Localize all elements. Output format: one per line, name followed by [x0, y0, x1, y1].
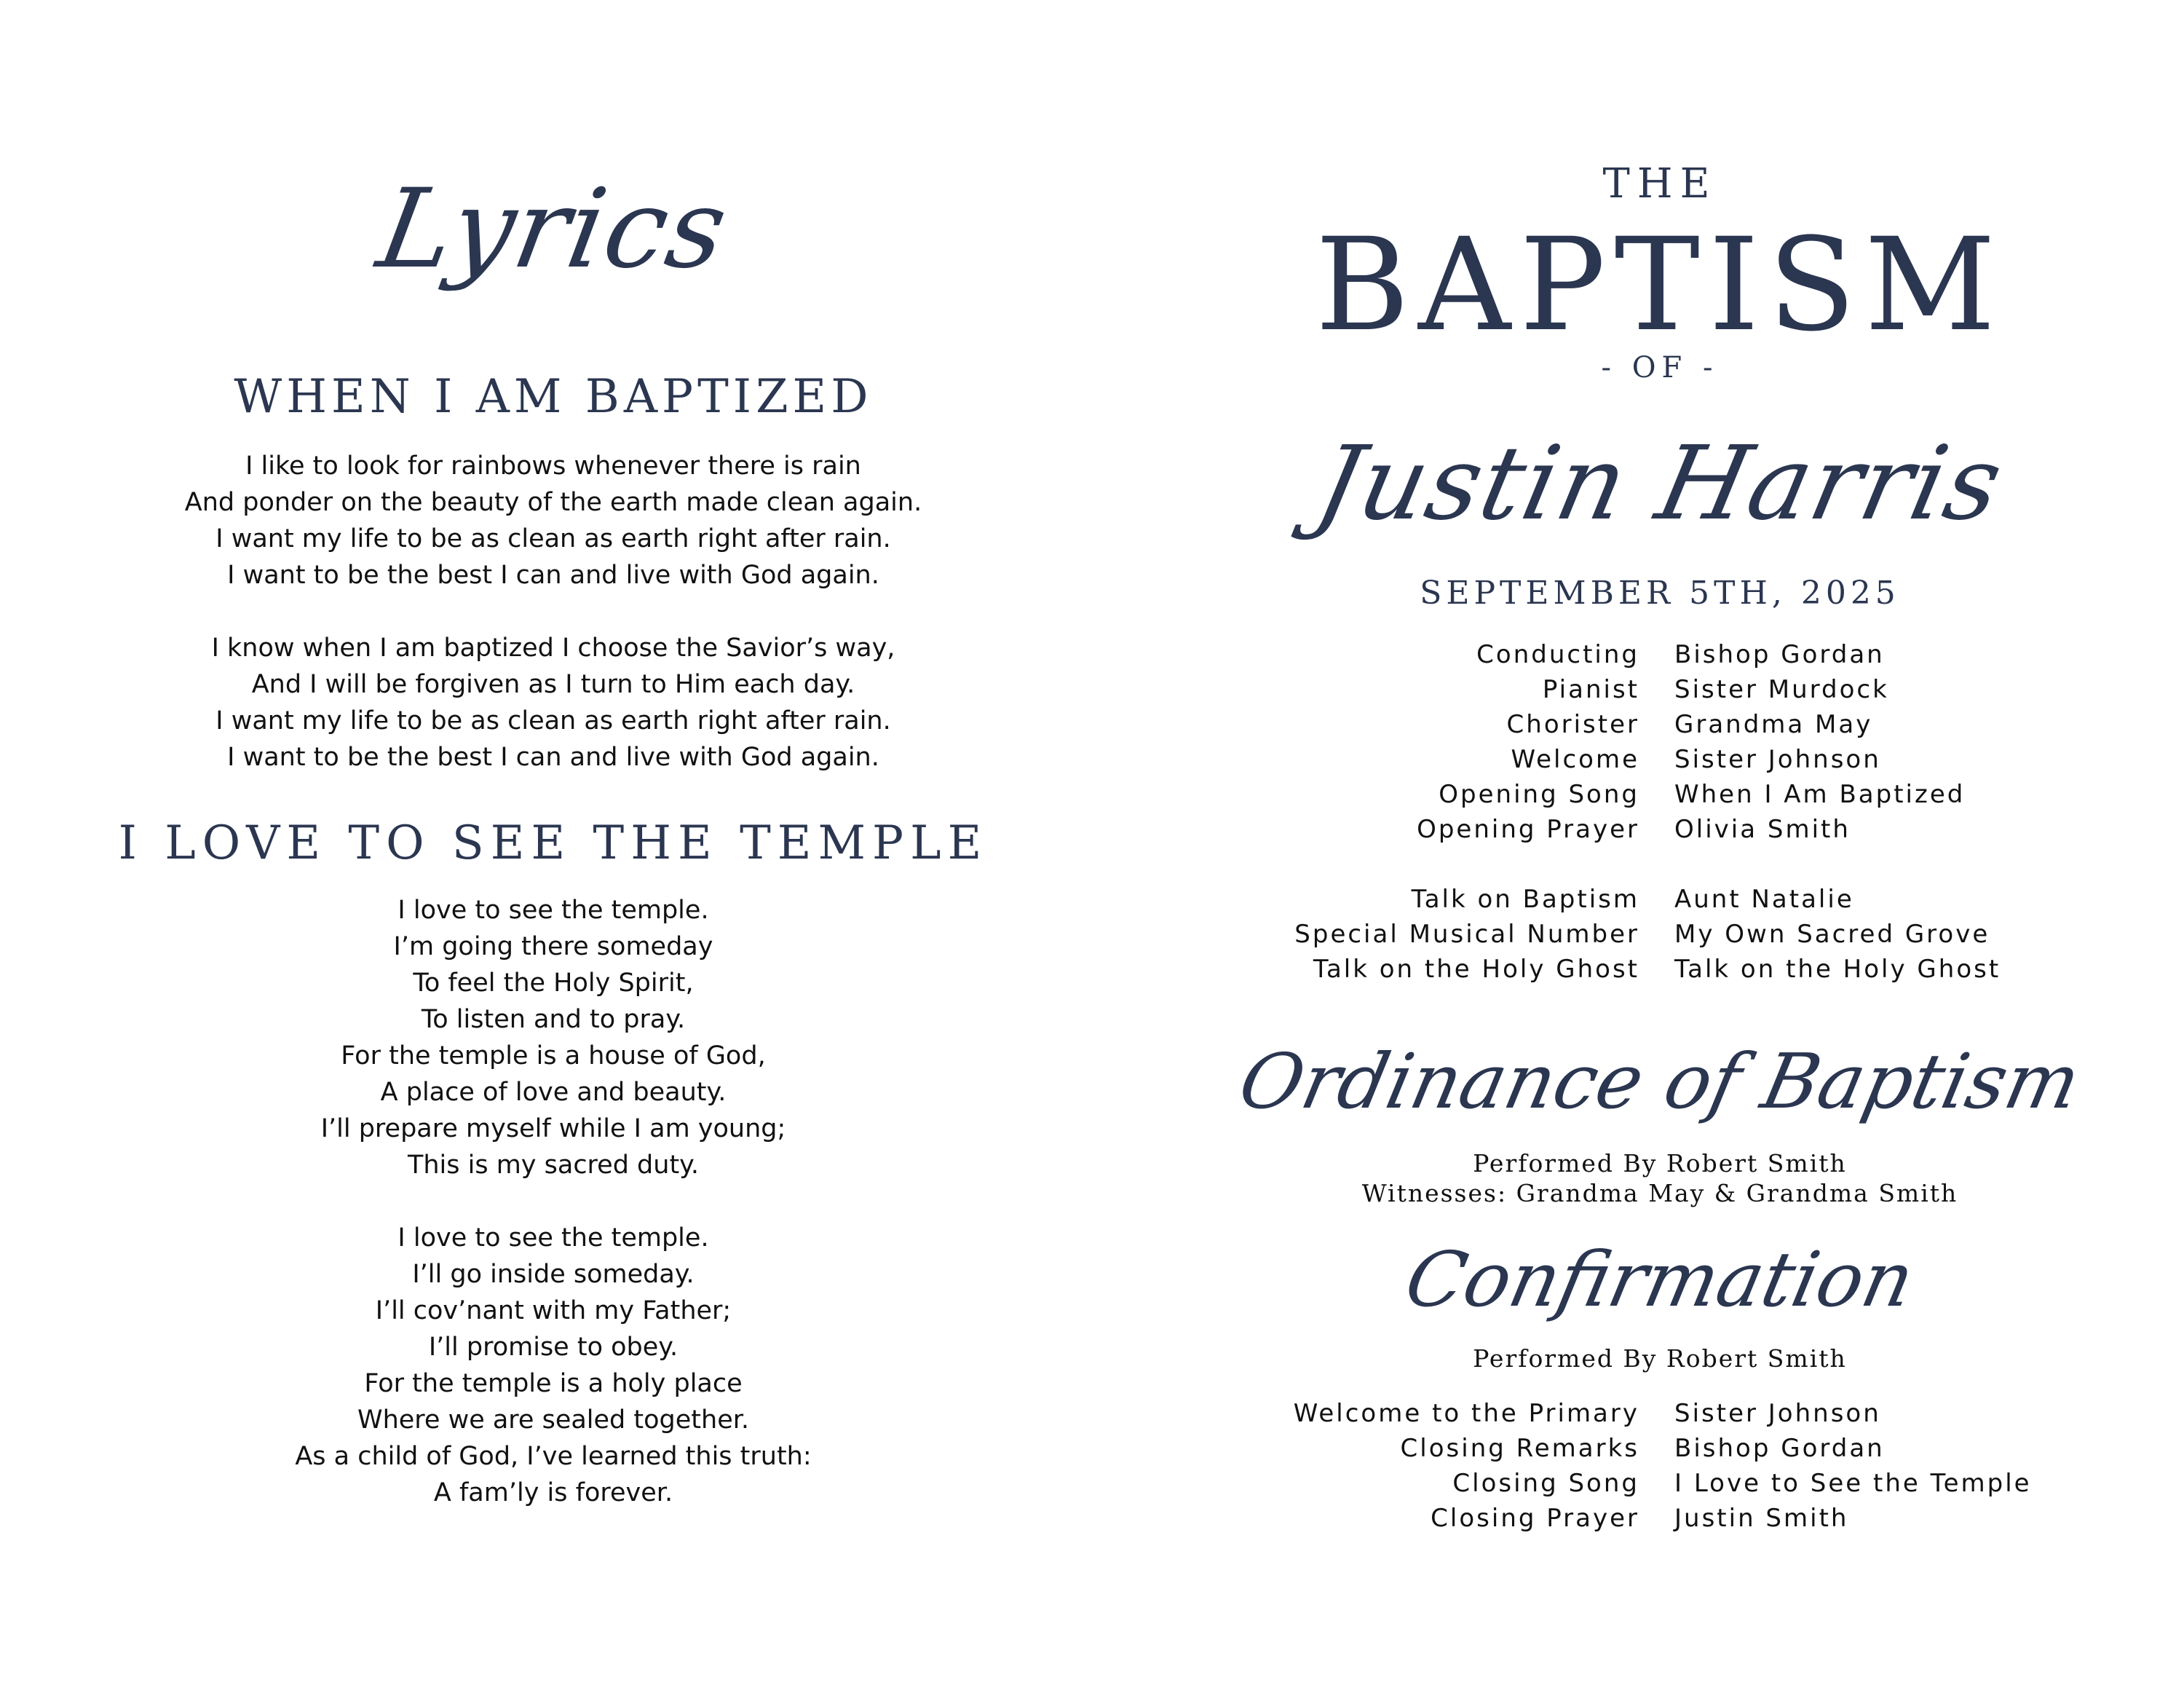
program-participant: Aunt Natalie: [1674, 885, 1854, 914]
program-participant: Grandma May: [1674, 710, 1873, 739]
lyric-line: I’ll promise to obey.: [428, 1333, 678, 1362]
program-row: [1238, 952, 2082, 987]
lyric-line: For the temple is a holy place: [364, 1369, 743, 1398]
program-participant: Olivia Smith: [1674, 815, 1851, 844]
program-participant: Bishop Gordan: [1674, 640, 1885, 669]
program-participant: Talk on the Holy Ghost: [1674, 955, 2001, 984]
program-role: Talk on the Holy Ghost: [1313, 955, 1639, 984]
title-of: - OF -: [1601, 351, 1719, 384]
stanza-gap: [0, 1183, 1107, 1220]
lyric-line: I’m going there someday: [393, 932, 713, 961]
program-role: Opening Prayer: [1417, 815, 1639, 844]
song-lyrics-when-i-am-baptized: [0, 448, 1107, 776]
lyric-line: For the temple is a house of God,: [341, 1041, 766, 1070]
lyric-line: I love to see the temple.: [397, 896, 709, 925]
program-list-closing: [1238, 1396, 2082, 1536]
page-title: BAPTISM: [1315, 210, 2005, 360]
program-role: Closing Remarks: [1400, 1434, 1639, 1463]
program-row: [1238, 1466, 2082, 1501]
honoree-name: Justin Harris: [1306, 425, 2014, 543]
lyric-line: I’ll go inside someday.: [412, 1260, 695, 1289]
event-date: SEPTEMBER 5TH, 2025: [1420, 575, 1900, 612]
lyric-line: I know when I am baptized I choose the Savior’s way,: [211, 634, 895, 663]
lyric-line: I want my life to be as clean as earth right after rain.: [215, 524, 891, 553]
lyric-line: This is my sacred duty.: [407, 1151, 700, 1180]
lyric-line: I’ll cov’nant with my Father;: [375, 1296, 732, 1325]
program-participant: Sister Murdock: [1674, 675, 1889, 704]
program-role: Chorister: [1506, 710, 1639, 739]
program-row: [1238, 1431, 2082, 1466]
program-role: Closing Prayer: [1431, 1504, 1639, 1533]
program-role: Talk on Baptism: [1411, 885, 1639, 914]
program-role: Conducting: [1476, 640, 1639, 669]
program-role: Pianist: [1542, 675, 1639, 704]
program-row: [1238, 1501, 2082, 1536]
program-participant: Sister Johnson: [1674, 745, 1881, 774]
song-lyrics-i-love-to-see-the-temple: [0, 892, 1107, 1511]
program-participant: Justin Smith: [1674, 1504, 1849, 1533]
program-row: [1238, 882, 2082, 917]
lyric-line: I want to be the best I can and live with God again.: [227, 561, 879, 590]
lyric-line: To feel the Holy Spirit,: [413, 969, 694, 998]
program-row: [1238, 777, 2082, 812]
confirmation-heading: Confirmation: [1398, 1235, 1922, 1324]
program-role: Welcome to the Primary: [1293, 1399, 1639, 1428]
program-participant: Sister Johnson: [1674, 1399, 1881, 1428]
program-participant: My Own Sacred Grove: [1674, 920, 1990, 949]
program-role: Welcome: [1511, 745, 1639, 774]
lyric-line: Where we are sealed together.: [357, 1405, 750, 1435]
song-title-when-i-am-baptized: WHEN I AM BAPTIZED: [234, 370, 873, 424]
lyric-line: And I will be forgiven as I turn to Him each day.: [251, 670, 855, 699]
program-role: Special Musical Number: [1294, 920, 1639, 949]
ordinance-performed-by: Performed By Robert Smith: [1473, 1149, 1847, 1178]
program-row: [1238, 637, 2082, 672]
program-row: [1238, 707, 2082, 742]
lyric-line: I love to see the temple.: [397, 1223, 709, 1253]
lyric-line: A fam’ly is forever.: [433, 1478, 673, 1507]
program-row: [1238, 812, 2082, 847]
program-participant: When I Am Baptized: [1674, 780, 1966, 809]
program-row: [1238, 672, 2082, 707]
program-spacer: [1238, 847, 2082, 882]
stanza-gap: [0, 593, 1107, 630]
song-title-i-love-to-see-the-temple: I LOVE TO SEE THE TEMPLE: [118, 816, 989, 870]
lyric-line: As a child of God, I’ve learned this truth:: [295, 1442, 812, 1471]
program-row: [1238, 742, 2082, 777]
program-role: Closing Song: [1452, 1469, 1639, 1498]
lyric-line: A place of love and beauty.: [380, 1078, 727, 1107]
program-list-main: [1238, 637, 2082, 987]
program-page: [1232, 0, 2088, 1688]
title-the: THE: [1602, 160, 1717, 208]
lyric-line: I want my life to be as clean as earth right after rain.: [215, 706, 891, 735]
confirmation-performed-by: Performed By Robert Smith: [1473, 1344, 1847, 1373]
program-row: [1238, 1396, 2082, 1431]
program-role: Opening Song: [1439, 780, 1639, 809]
lyric-line: To listen and to pray.: [421, 1005, 686, 1034]
program-participant: I Love to See the Temple: [1674, 1469, 2032, 1498]
lyric-line: I like to look for rainbows whenever there is rain: [245, 451, 861, 481]
lyric-line: And ponder on the beauty of the earth made clean again.: [184, 488, 922, 517]
ordinance-heading: Ordinance of Baptism: [1232, 1037, 2088, 1126]
program-row: [1238, 917, 2082, 952]
lyric-line: I’ll prepare myself while I am young;: [320, 1114, 786, 1143]
ordinance-witnesses: Witnesses: Grandma May & Grandma Smith: [1361, 1179, 1958, 1207]
lyric-line: I want to be the best I can and live with God again.: [227, 743, 879, 772]
lyrics-heading: Lyrics: [369, 166, 737, 293]
program-participant: Bishop Gordan: [1674, 1434, 1885, 1463]
